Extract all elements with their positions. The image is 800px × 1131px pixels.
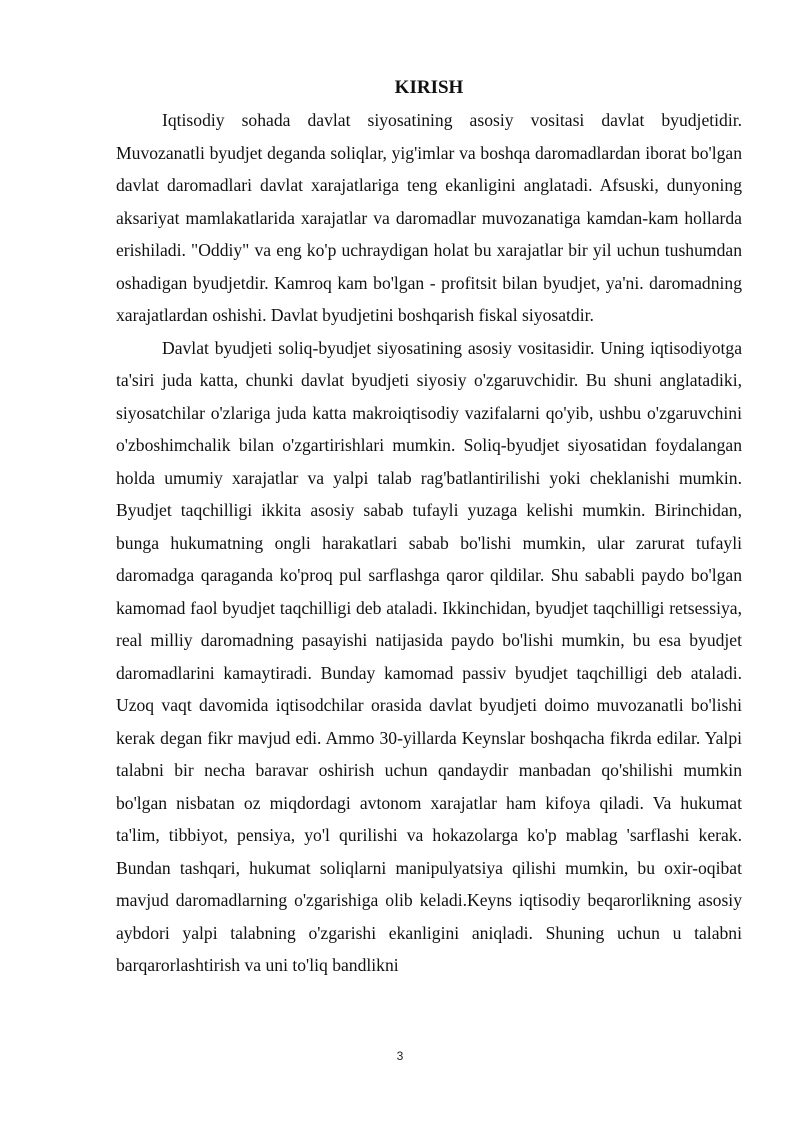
section-title: KIRISH bbox=[394, 77, 464, 98]
paragraph-1: Iqtisodiy sohada davlat siyosatining asosiy vositasi davlat byudjetidir. Muvozanatli byudjet deganda soliqlar, yig'imlar va boshqa daromadlardan iborat bo'lgan davlat daromadlari davlat xarajatlariga teng ekanligini anglatadi. Afsuski, dunyoning aksariyat mamlakatlarida xarajatlar va daromadlar muvozanatiga kamdan-kam hollarda erishiladi. "Oddiy" va eng ko'p uchraydigan holat bu xarajatlar bir yil uchun tushumdan oshadigan byudjetdir. Kamroq kam bo'lgan - profitsit bilan byudjet, ya'ni. daromadning xarajatlardan oshishi. Davlat byudjetini boshqarish fiskal siyosatdir. bbox=[116, 110, 742, 325]
paragraph-2: Davlat byudjeti soliq-byudjet siyosatining asosiy vositasidir. Uning iqtisodiyotga ta'siri juda katta, chunki davlat byudjeti siyosiy o'zgaruvchidir. Bu shuni anglatadiki, siyosatchilar o'zlariga juda katta makroiqtisodiy vazifalarni qo'yib, ushbu o'zgaruvchini o'zboshimchalik bilan o'zgartirishlari mumkin. Soliq-byudjet siyosatidan foydalangan holda umumiy xarajatlar va yalpi talab rag'batlantirilishi yoki cheklanishi mumkin. Byudjet taqchilligi ikkita asosiy sabab tufayli yuzaga kelishi mumkin. Birinchidan, bunga hukumatning ongli harakatlari sabab bo'lishi mumkin, ular zarurat tufayli daromadga qaraganda ko'proq pul sarflashga qaror qildilar. Shu sababli paydo bo'lgan kamomad faol byudjet taqchilligi deb ataladi. Ikkinchidan, byudjet taqchilligi retsessiya, real milliy daromadning pasayishi natijasida paydo bo'lishi mumkin, bu esa byudjet daromadlarini kamaytiradi. Bunday kamomad passiv byudjet taqchilligi deb ataladi. Uzoq vaqt davomida iqtisodchilar orasida davlat byudjeti doimo muvozanatli bo'lishi kerak degan fikr mavjud edi. Ammo 30-yillarda Keynslar boshqacha fikrda edilar. Yalpi talabni bir necha baravar oshirish uchun qandaydir manbadan qo'shilishi mumkin bo'lgan nisbatan oz miqdordagi avtonom xarajatlar ham kifoya qiladi. Va hukumat ta'lim, tibbiyot, pensiya, yo'l qurilishi va hokazolarga ko'p mablag 'sarflashi kerak. Bundan tashqari, hukumat soliqlarni manipulyatsiya qilishi mumkin, bu oxir-oqibat mavjud daromadlarning o'zgarishiga olib keladi.Keyns iqtisodiy beqarorlikning asosiy aybdori yalpi talabning o'zgarishi ekanligini aniqladi. Shuning uchun u talabni barqarorlashtirish va uni to'liq bandlikni bbox=[116, 337, 742, 975]
document-page bbox=[116, 74, 742, 982]
page-number: 3 bbox=[396, 1049, 404, 1063]
